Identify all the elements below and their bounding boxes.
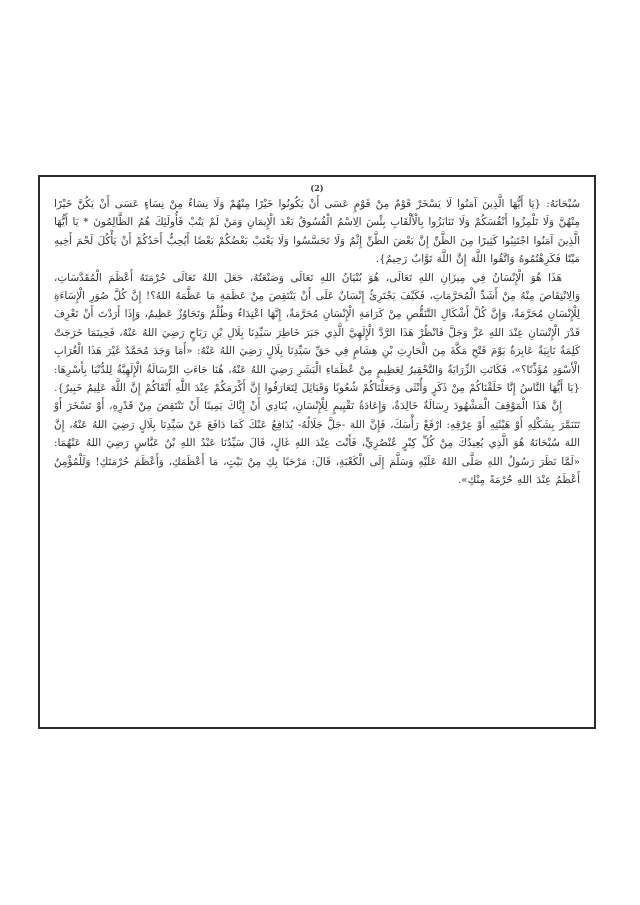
paragraph-human-dignity: هَذَا هُوَ الْإِنْسَانُ فِي مِيزَانِ اللهِ تَعَالَى، هُوَ بُنْيَانُ اللهِ تَعَالَى وَصَنْعَتُهُ، جَعَلَ اللهُ تَعَالَى حُرْمَتَهُ أَعْظَمَ الْمُقَدَّسَاتِ، وَالِانْتِقَاصَ مِنْهُ مِنْ أَشَدِّ الْمُحَرَّمَاتِ، فَكَيْفَ يَجْتَرِئُ إِنْسَانٌ عَلَى أَنْ يَنْتَقِصَ مِنْ عَظَمَةِ مَا عَظَّمَهُ اللهُ؟! إِنَّ كُلَّ صُوَرِ الْإِسَاءَةِ لِلْإِنْسَانِ مُحَرَّمَةٌ، وَإِنَّ كُلَّ أَشْكَالِ التَّنَقُّصِ مِنْ كَرَامَةِ الْإِنْسَانِ مُحَرَّمَةٌ، إِنَّهَا اعْتِدَاءٌ وَظُلْمٌ وَتَجَاوُزٌ عَظِيمٌ، وَإِذَا أَرَدْتَ أَنْ تَعْرِفَ قَدْرَ الْإِنْسَانِ عِنْدَ اللهِ عَزَّ وَجَلَّ فَانْظُرْ هَذَا الرَّدَّ الْإِلَهِيَّ الَّذِي جَبَرَ خَاطِرَ سَيِّدِنَا بِلَالِ بْنِ رَبَاحٍ رَضِيَ اللهُ عَنْهُ، فَحِينَمَا خَرَجَتْ كَلِمَةٌ نَابِيَةٌ عَابِرَةٌ يَوْمَ فَتْحِ مَكَّةَ مِنَ الْحَارِثِ بْنِ هِشَامٍ فِي حَقِّ سَيِّدِنَا بِلَالٍ رَضِيَ اللهُ عَنْهُ: «أَمَا وَجَدَ مُحَمَّدٌ غَيْرَ هَذَا الْغُرَابِ الْأَسْوَدِ مُؤَذِّنًا؟»، فَكَانَتِ الزِّرَايَةُ وَالتَّحْقِيرُ لِعَظِيمٍ مِنْ عُظَمَاءِ الْبَشَرِ رَضِيَ اللهُ عَنْهُ، هُنَا جَاءَتِ الرِّسَالَةُ الْإِلَهِيَّةُ لِلدُّنْيَا بِأَسْرِهَا: {يَا أَيُّهَا النَّاسُ إِنَّا خَلَقْنَاكُمْ مِنْ ذَكَرٍ وَأُنْثَى وَجَعَلْنَاكُمْ شُعُوبًا وَقَبَائِلَ لِتَعَارَفُوا إِنَّ أَكْرَمَكُمْ عِنْدَ اللَّهِ أَتْقَاكُمْ إِنَّ اللَّهَ عَلِيمٌ خَبِيرٌ}. bbox=[54, 271, 580, 395]
page-number: (2) bbox=[310, 183, 324, 193]
text-frame bbox=[38, 175, 596, 729]
paragraph-verse: سُبْحَانَهُ: {يَا أَيُّهَا الَّذِينَ آمَنُوا لَا يَسْخَرْ قَوْمٌ مِنْ قَوْمٍ عَسَى أَنْ يَكُونُوا خَيْرًا مِنْهُمْ وَلَا نِسَاءٌ مِنْ نِسَاءٍ عَسَى أَنْ يَكُنَّ خَيْرًا مِنْهُنَّ وَلَا تَلْمِزُوا أَنْفُسَكُمْ وَلَا تَنَابَزُوا بِالْأَلْقَابِ بِئْسَ الِاسْمُ الْفُسُوقُ بَعْدَ الْإِيمَانِ وَمَنْ لَمْ يَتُبْ فَأُولَئِكَ هُمُ الظَّالِمُونَ * يَا أَيُّهَا الَّذِينَ آمَنُوا اجْتَنِبُوا كَثِيرًا مِنَ الظَّنِّ إِنَّ بَعْضَ الظَّنِّ إِثْمٌ وَلَا تَجَسَّسُوا وَلَا يَغْتَبْ بَعْضُكُمْ بَعْضًا أَيُحِبُّ أَحَدُكُمْ أَنْ يَأْكُلَ لَحْمَ أَخِيهِ مَيْتًا فَكَرِهْتُمُوهُ وَاتَّقُوا اللَّهَ إِنَّ اللَّهَ تَوَّابٌ رَحِيمٌ}. bbox=[54, 198, 580, 266]
body-text bbox=[54, 195, 580, 490]
paragraph-bilal-message: إِنَّ هَذَا الْمَوْقِفَ الْمَشْهُودَ رِسَالَةٌ خَالِدَةٌ، وَإِعَادَةُ تَقْيِيمٍ لِلْإِنْسَانِ، يُنَادِي أَنْ إِيَّاكَ يَمِينًا أَنْ تَنْتَقِصَ مِنْ قَدْرِهِ، أَوْ تَسْخَرَ أَوْ تَتَنَمَّرَ بِشَكْلِهِ أَوْ هَيْئَتِهِ أَوْ عِرْقِهِ: ارْفَعْ رَأْسَكَ، فَإِنَّ اللهَ -جَلَّ جَلَالُهُ- يُدَافِعُ عَنْكَ كَمَا دَافَعَ عَنْ سَيِّدِنَا بِلَالٍ رَضِيَ اللهُ عَنْهُ، إِنَّ اللهَ سُبْحَانَهُ هُوَ الَّذِي يُعِيدُكَ مِنْ كُلِّ كِبْرٍ عُنْصُرِيٍّ، فَأَنْتَ عِنْدَ اللهِ غَالٍ، قَالَ سَيِّدُنَا عَبْدُ اللهِ بْنُ عَبَّاسٍ رَضِيَ اللهُ عَنْهُمَا: «لَمَّا نَظَرَ رَسُولُ اللهِ صَلَّى اللهُ عَلَيْهِ وَسَلَّمَ إِلَى الْكَعْبَةِ، قَالَ: مَرْحَبًا بِكِ مِنْ بَيْتٍ، مَا أَعْظَمَكِ، وَأَعْظَمَ حُرْمَتَكِ! وَلَلْمُؤْمِنُ أَعْظَمُ عِنْدَ اللهِ حُرْمَةً مِنْكِ». bbox=[54, 400, 580, 487]
